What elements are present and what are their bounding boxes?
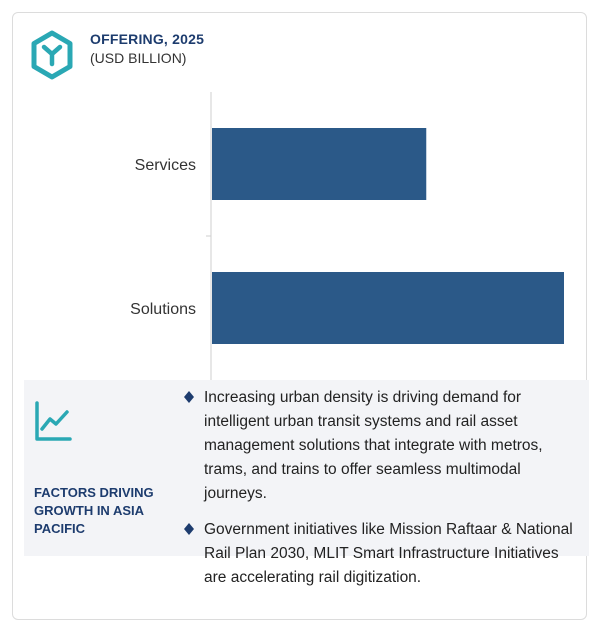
chart-title: OFFERING, 2025 [90, 31, 205, 47]
factors-bullet-list [184, 386, 584, 602]
bullet-item [184, 518, 584, 590]
tick-label-services: Services [134, 157, 196, 174]
bar-services [212, 128, 426, 200]
factors-title: FACTORS DRIVING GROWTH IN ASIA PACIFIC [34, 485, 154, 536]
trend-chart-icon [34, 400, 72, 442]
chart-subtitle: (USD BILLION) [90, 50, 187, 66]
tick-label-solutions: Solutions [130, 301, 196, 318]
bar-solutions [212, 272, 564, 344]
bullet-item [184, 386, 584, 506]
diamond-bullet-icon [184, 523, 194, 535]
diamond-bullet-icon [184, 391, 194, 403]
bullet-text: Increasing urban density is driving demand for intelligent urban transit systems and rail asset management solutions that integrate with metros, trams, and trains to offer seamless multimodal journeys. [204, 389, 543, 502]
bullet-text: Government initiatives like Mission Raftaar & National Rail Plan 2030, MLIT Smart Infrastructure Initiatives are accelerating rail digitization. [204, 521, 573, 586]
